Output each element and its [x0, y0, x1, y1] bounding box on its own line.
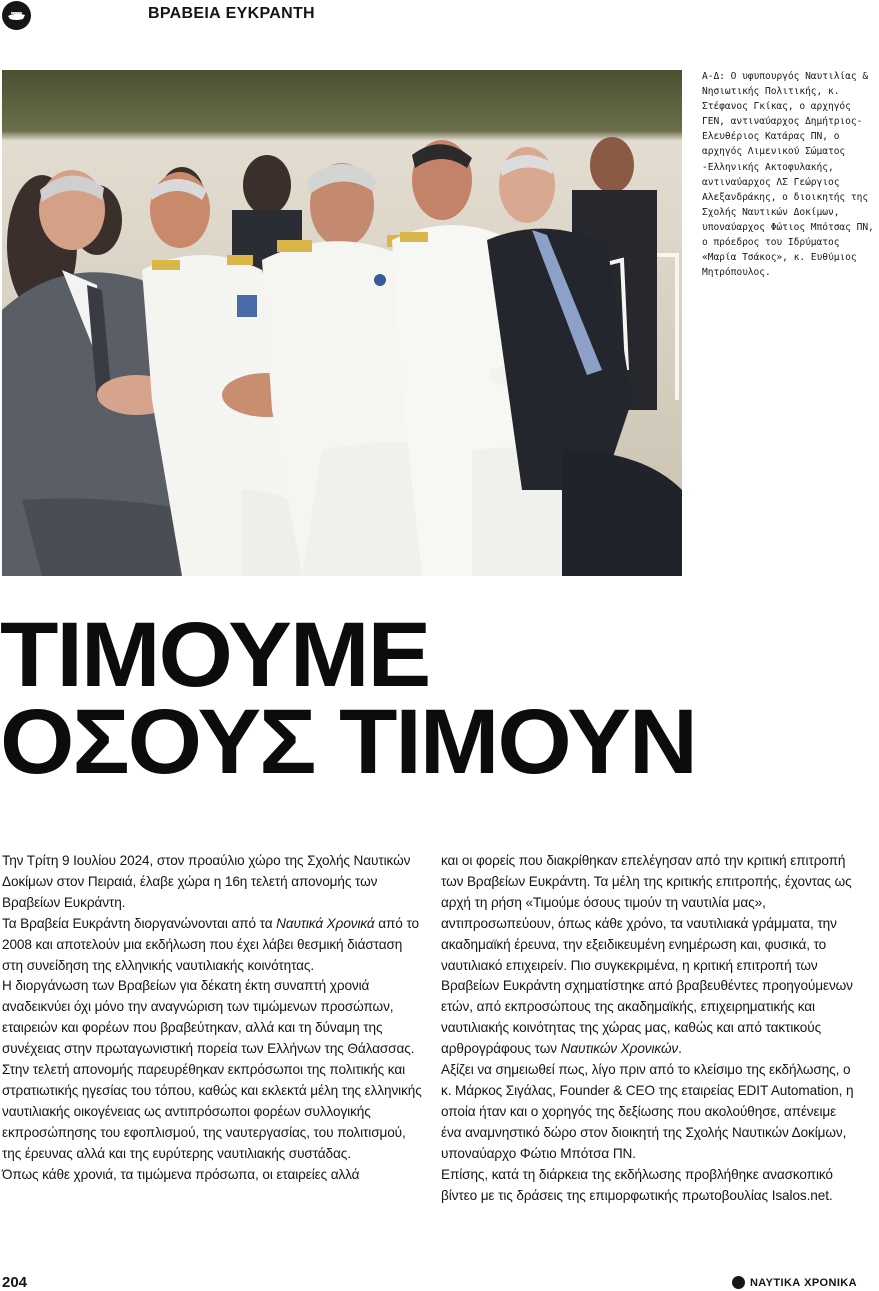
headline-line-2: ΟΣΟΥΣ ΤΙΜΟΥΝ	[0, 691, 696, 793]
article-paragraph	[2, 914, 422, 977]
article-paragraph: Στην τελετή απονομής παρευρέθηκαν εκπρόσωποι της πολιτικής και στρατιωτικής ηγεσίας του τόπου, καθώς και εκλεκτά μέλη της ελληνικής ναυτιλιακής οικογένειας ως αντιπρόσωποι φορέων συλλογικής εκπροσώπησης του εφοπλισμού, της ναυτεργασίας, του πολιτισμού, της έρευνας αλλά και της ευρύτερης ναυτιλιακής συστάδας.	[2, 1062, 422, 1161]
section-title: ΒΡΑΒΕΙΑ ΕΥΚΡΑΝΤΗ	[148, 5, 315, 22]
photo-illustration	[2, 70, 682, 576]
headline-line-1: ΤΙΜΟΥΜΕ	[0, 604, 430, 706]
article-paragraph: Επίσης, κατά τη διάρκεια της εκδήλωσης προβλήθηκε ανασκοπικό βίντεο με τις δράσεις της επιμορφωτικής πρωτοβουλίας Isalos.net.	[441, 1166, 833, 1203]
publication-name: Ναυτικά Χρονικά	[276, 915, 375, 931]
article-paragraph: Αξίζει να σημειωθεί πως, λίγο πριν από το κλείσιμο της εκδήλωσης, ο κ. Μάρκος Σιγάλας, Founder & CEO της εταιρείας EDIT Automation, η οποία ήταν και ο χορηγός της δεξίωσης που ακολούθησε, απένειμε ένα αναμνηστικό δώρο στον διοικητή της Σχολής Ναυτικών Δοκίμων, υποναύαρχο Φώτιο Μπότσα ΠΝ.	[441, 1062, 854, 1161]
article-paragraph: Η διοργάνωση των Βραβείων για δέκατη έκτη συναπτή χρονιά αναδεικνύει όχι μόνο την αναγνώριση των τιμώμενων προσώπων, εταιρειών και φορέων που βραβεύτηκαν, αλλά και τη δύναμη της συνέχειας στην πρωταγωνιστική πορεία των Ελλήνων της Θάλασσας.	[2, 978, 415, 1057]
text-run: Τα Βραβεία Ευκράντη διοργανώνονται από τα	[2, 915, 277, 931]
article-column-left	[2, 851, 422, 1186]
text-run: από το 2008 και αποτελούν μια εκδήλωση που έχει λάβει θεσμική διάσταση στη συνείδηση της ελληνικής ναυτιλιακής κοινότητας.	[2, 915, 419, 973]
text-run: .	[678, 1041, 682, 1057]
headline	[0, 604, 879, 793]
page-number: 204	[2, 1274, 28, 1291]
text-run: και οι φορείς που διακρίθηκαν επελέγησαν από την κριτική επιτροπή των Βραβείων Ευκράντη. Τα μέλη της κριτικής επιτροπής, έχοντας ως αρχή τη ρήση «Τιμούμε όσους τιμούν τη ναυτιλία μας», αντιπροσωπεύουν, όπως κάθε χρόνο, τα ναυτιλιακά γράμματα, την ακαδημαϊκή έρευνα, την εξειδικευμένη ενημέρωση και, φυσικά, το ναυτιλιακό επιχειρείν. Πιο συγκεκριμένα, η κριτική επιτροπή των Βραβείων Ευκράντη σχηματίστηκε από βραβευθέντες προηγούμενων ετών, από εκπροσώπους της ακαδημαϊκής, επιχειρηματικής και ναυτιλιακής κοινότητας της χώρας μας, καθώς και από τακτικούς αρθρογράφους των	[441, 853, 853, 1057]
brand-name: ΝΑΥΤΙΚΑ ΧΡΟΝΙΚΑ	[749, 1276, 857, 1289]
article-paragraph: Όπως κάθε χρονιά, τα τιμώμενα πρόσωπα, οι εταιρείες αλλά	[2, 1166, 360, 1182]
ship-logo-icon	[732, 1276, 745, 1289]
footer-brand	[732, 1276, 857, 1289]
article-paragraph: Την Τρίτη 9 Ιουλίου 2024, στον προαύλιο χώρο της Σχολής Ναυτικών Δοκίμων στον Πειραιά, έλαβε χώρα η 16η τελετή απονομής των Βραβείων Ευκράντη.	[2, 853, 411, 910]
ship-logo-icon	[2, 1, 31, 30]
publication-name: Ναυτικών Χρονικών	[560, 1041, 679, 1057]
article-paragraph	[441, 851, 859, 1060]
award-ceremony-photo	[2, 70, 682, 576]
photo-caption: Α-Δ: Ο υφυπουργός Ναυτιλίας & Νησιωτικής Πολιτικής, κ. Στέφανος Γκίκας, ο αρχηγός ΓΕΝ, αντιναύαρχος Δημήτριος-Ελευθέριος Κατάρας ΠΝ, ο αρχηγός Λιμενικού Σώματος -Ελληνικής Ακτοφυλακής, αντιναύαρχος ΛΣ Γεώργιος Αλεξανδράκης, ο διοικητής της Σχολής Ναυτικών Δοκίμων, υποναύαρχος Φώτιος Μπότσας ΠΝ, ο πρόεδρος του Ιδρύματος «Μαρία Τσάκος», κ. Ευθύμιος Μητρόπουλος.	[702, 71, 874, 279]
article-column-right	[441, 851, 859, 1206]
